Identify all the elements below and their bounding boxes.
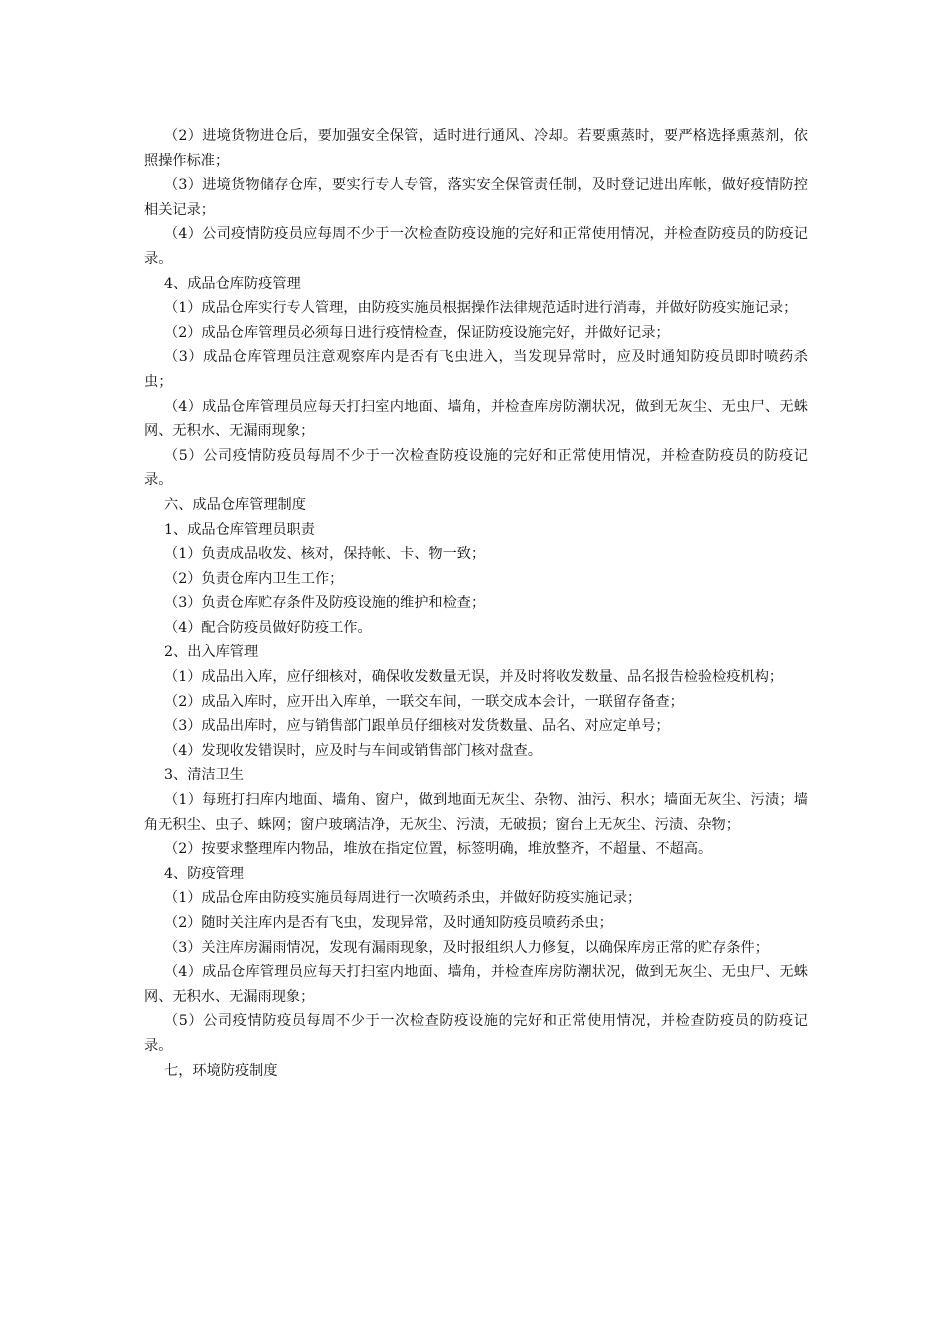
paragraph: （4）公司疫情防疫员应每周不少于一次检查防疫设施的完好和正常使用情况，并检查防疫员的防疫记录。 [144, 226, 808, 267]
paragraph: （5）公司疫情防疫员每周不少于一次检查防疫设施的完好和正常使用情况，并检查防疫员的防疫记录。 [144, 447, 808, 489]
section-heading: 4、防疫管理 [164, 865, 244, 882]
paragraph: （2）按要求整理库内物品，堆放在指定位置，标签明确，堆放整齐，不超量、不超高。 [164, 841, 713, 858]
chapter-heading: 七，环境防疫制度 [164, 1062, 278, 1079]
paragraph: （1）负责成品收发、核对，保持帐、卡、物一致； [164, 546, 486, 563]
paragraph: （1）成品仓库由防疫实施员每周进行一次喷药杀虫，并做好防疫实施记录； [164, 890, 642, 907]
paragraph: （1）成品出入库，应仔细核对，确保收发数量无误，并及时将收发数量、品名报告检验检疫机构； [164, 669, 784, 686]
paragraph: （3）成品出库时，应与销售部门跟单员仔细核对发货数量、品名、对应定单号； [164, 718, 670, 735]
paragraph: （4）发现收发错误时，应及时与车间或销售部门核对盘查。 [164, 742, 542, 759]
paragraph: （5）公司疫情防疫员每周不少于一次检查防疫设施的完好和正常使用情况，并检查防疫员的防疫记录。 [144, 1013, 808, 1054]
paragraph: （2）成品入库时，应开出入库单，一联交车间，一联交成本会计，一联留存备查； [164, 693, 684, 710]
paragraph: （3）关注库房漏雨情况，发现有漏雨现象，及时报组织人力修复，以确保库房正常的贮存条件； [164, 939, 769, 956]
chapter-heading: 六、成品仓库管理制度 [164, 496, 306, 513]
paragraph: （2）随时关注库内是否有飞虫，发现异常，及时通知防疫员喷药杀虫； [164, 915, 613, 931]
paragraph: （1）成品仓库实行专人管理，由防疫实施员根据操作法律规范适时进行消毒，并做好防疫实施记录； [164, 300, 798, 317]
section-heading: 4、成品仓库防疫管理 [164, 275, 301, 292]
section-heading: 3、清洁卫生 [164, 767, 244, 784]
paragraph: （3）成品仓库管理员注意观察库内是否有飞虫进入，当发现异常时，应及时通知防疫员即时喷药杀虫； [144, 349, 808, 390]
paragraph: （4）配合防疫员做好防疫工作。 [164, 619, 372, 636]
paragraph: （2）进境货物进仓后，要加强安全保管，适时进行通风、冷却。若要熏蒸时，要严格选择熏蒸剂，依照操作标准； [144, 128, 808, 169]
paragraph: （3）负责仓库贮存条件及防疫设施的维护和检查； [164, 595, 486, 612]
paragraph: （2）成品仓库管理员必须每日进行疫情检查，保证防疫设施完好，并做好记录； [164, 324, 670, 341]
section-heading: 2、出入库管理 [164, 644, 259, 661]
paragraph: （4）成品仓库管理员应每天打扫室内地面、墙角，并检查库房防潮状况，做到无灰尘、无虫尸、无蛛网、无积水、无漏雨现象； [144, 398, 808, 440]
paragraph: （1）每班打扫库内地面、墙角、窗户，做到地面无灰尘、杂物、油污、积水；墙面无灰尘、污渍；墙角无积尘、虫子、蛛网；窗户玻璃洁净，无灰尘、污渍，无破损；窗台上无灰尘、污渍、杂物； [144, 792, 808, 833]
paragraph: （3）进境货物储存仓库，要实行专人专管，落实安全保管责任制，及时登记进出库帐，做好疫情防控相关记录； [144, 177, 808, 218]
document-body [144, 124, 808, 1083]
paragraph: （4）成品仓库管理员应每天打扫室内地面、墙角，并检查库房防潮状况，做到无灰尘、无虫尸、无蛛网、无积水、无漏雨现象； [144, 964, 808, 1005]
paragraph: （2）负责仓库内卫生工作； [164, 570, 344, 587]
section-heading: 1、成品仓库管理员职责 [164, 521, 315, 538]
